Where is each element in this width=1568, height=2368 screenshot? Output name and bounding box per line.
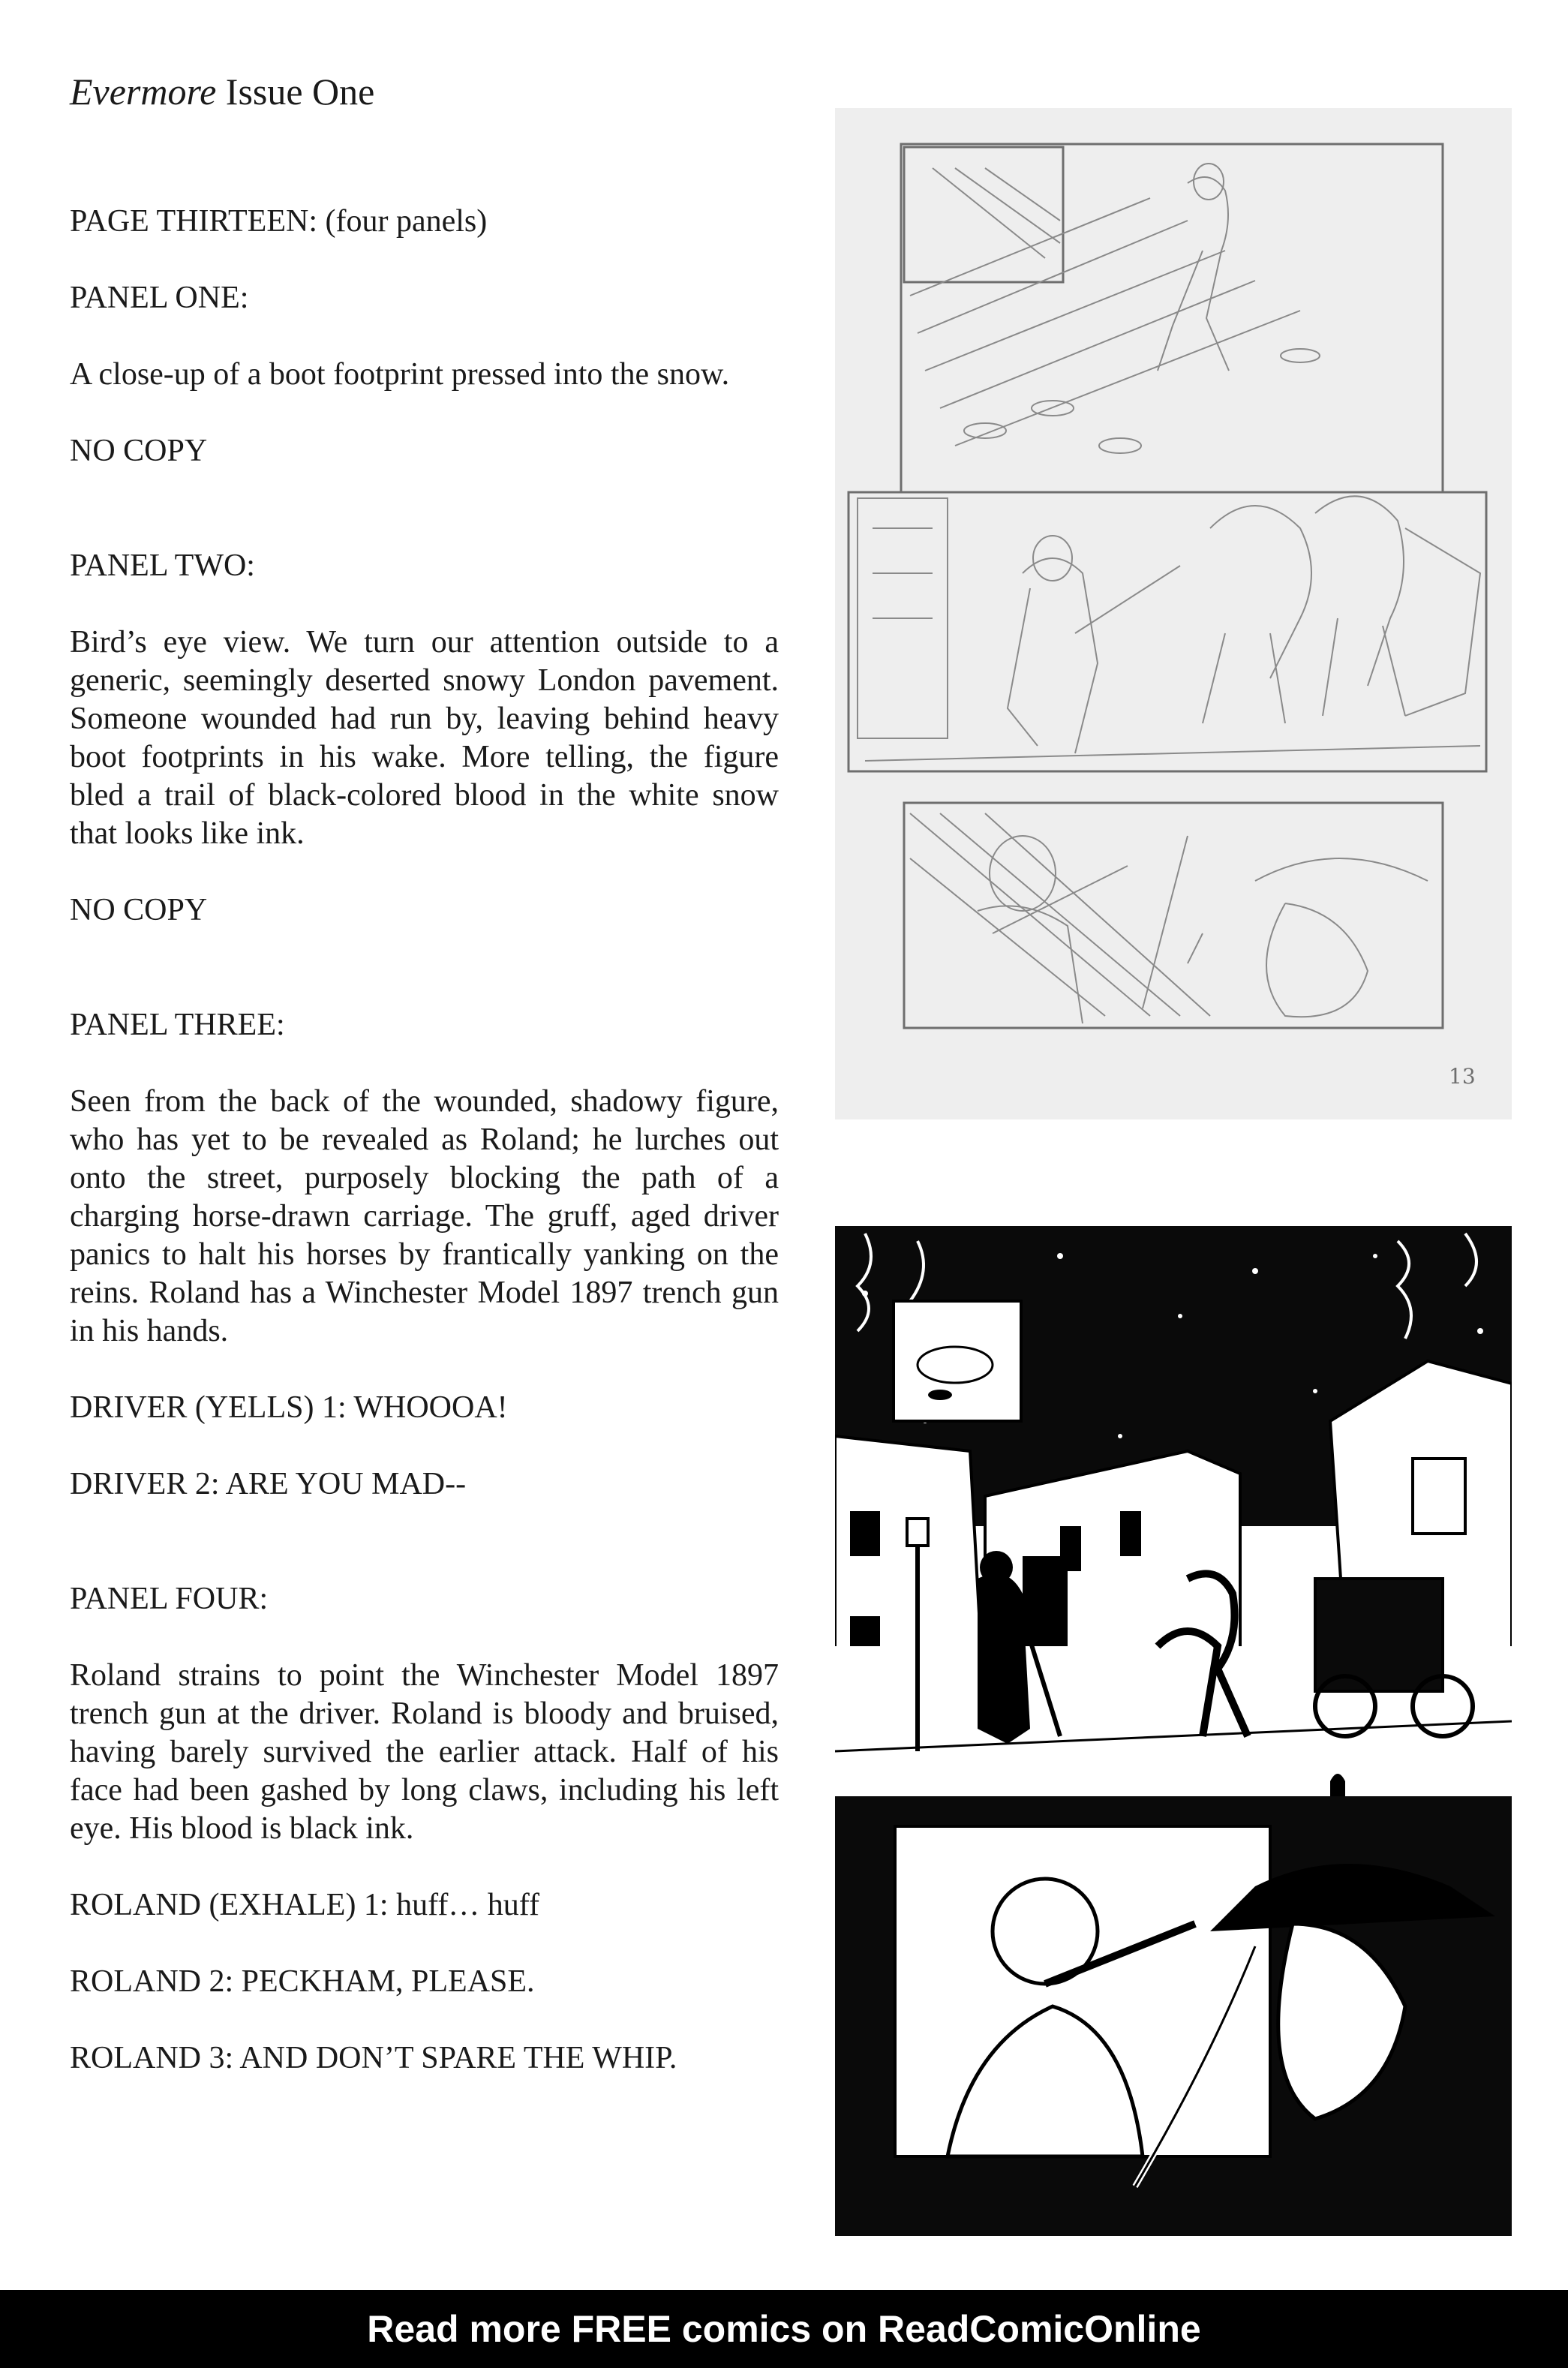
footer-banner[interactable]: Read more FREE comics on ReadComicOnline <box>0 2290 1568 2368</box>
pencil-sketch-illustration <box>835 108 1512 1119</box>
page-title <box>70 69 374 114</box>
panel-one-heading: PANEL ONE: <box>70 281 249 315</box>
panel-three-dialogue-1: DRIVER (YELLS) 1: WHOOOA! <box>70 1390 508 1425</box>
pencil-sketch-artwork <box>835 108 1512 1119</box>
panel-four-dialogue-1: ROLAND (EXHALE) 1: huff… huff <box>70 1888 540 1922</box>
panel-four-dialogue-3: ROLAND 3: AND DON’T SPARE THE WHIP. <box>70 2041 677 2075</box>
panel-three-description: Seen from the back of the wounded, shadowy figure, who has yet to be revealed as Roland; he lurches out onto the street, purposely blocking the path of a charging horse-drawn carriage. The gruff, aged driver panics to halt his horses by frantically yanking on the reins. Roland has a Winchester Model 1897 trench gun in his hands. <box>70 1084 779 1348</box>
panel-two-copy: NO COPY <box>70 893 208 927</box>
panel-four-description: Roland strains to point the Winchester Model 1897 trench gun at the driver. Roland is bloody and bruised, having barely survived the earlier attack. Half of his face had been gashed by long claws, including his left eye. His blood is black ink. <box>70 1658 779 1846</box>
panel-two-heading: PANEL TWO: <box>70 548 255 583</box>
page-heading: PAGE THIRTEEN: (four panels) <box>70 204 488 239</box>
panel-two-description: Bird’s eye view. We turn our attention outside to a generic, seemingly deserted snowy London pavement. Someone wounded had run by, leaving behind heavy boot footprints in his wake. More telling, the figure bled a trail of black-colored blood in the white snow that looks like ink. <box>70 625 779 851</box>
panel-three-dialogue-2: DRIVER 2: ARE YOU MAD-- <box>70 1467 467 1501</box>
panel-one-copy: NO COPY <box>70 434 208 468</box>
title-issue: Issue One <box>216 71 375 113</box>
panel-four-heading: PANEL FOUR: <box>70 1582 269 1616</box>
panel-one-description: A close-up of a boot footprint pressed into the snow. <box>70 357 730 392</box>
panel-four-dialogue-2: ROLAND 2: PECKHAM, PLEASE. <box>70 1964 535 1999</box>
pencil-page-number: 13 <box>1449 1064 1476 1089</box>
inked-illustration <box>835 1226 1512 2236</box>
title-series-name: Evermore <box>70 71 217 113</box>
panel-three-heading: PANEL THREE: <box>70 1008 285 1042</box>
inked-artwork <box>835 1226 1512 2236</box>
script-text <box>70 203 779 2078</box>
